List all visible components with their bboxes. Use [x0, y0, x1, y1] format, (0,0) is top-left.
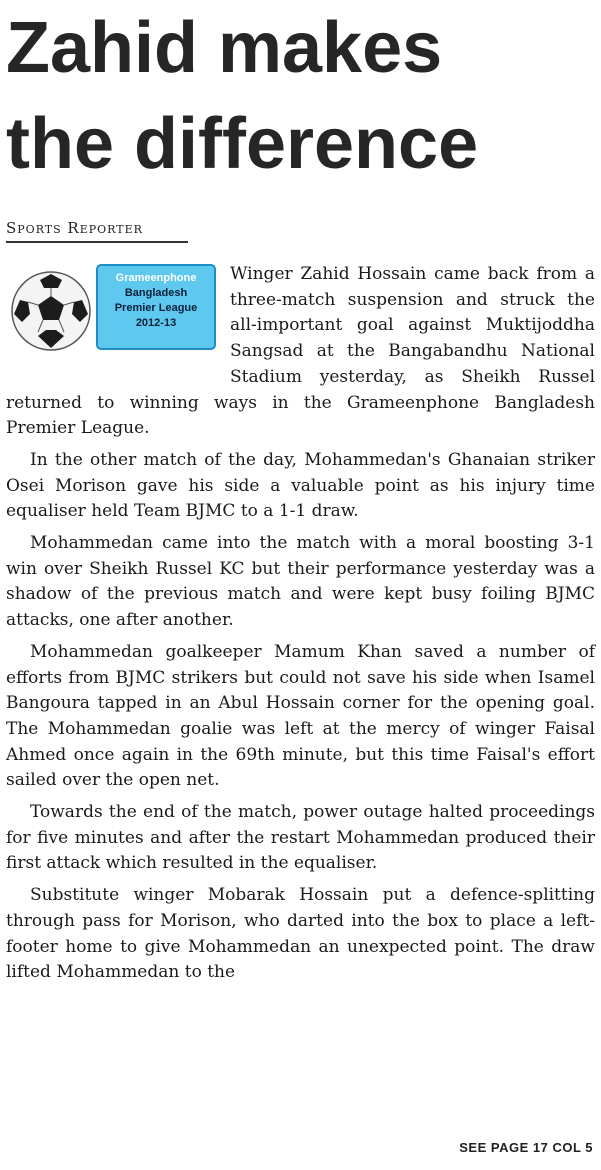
article-paragraph: In the other match of the day, Mohammedan's Ghanaian striker Osei Morison gave his side a valuable point as his injury time equaliser held Team BJMC to a 1-1 draw. [6, 449, 595, 522]
article-paragraph: Mohammedan goalkeeper Mamum Khan saved a number of efforts from BJMC strikers but could not save his side when Isamel Bangoura tapped in an Abul Hossain corner for the opening goal. The Mohammedan goalie was left at the mercy of winger Faisal Ahmed once again in the 69th minute, but this time Faisal's effort sailed over the open net. [6, 641, 595, 791]
article-body [6, 262, 595, 992]
headline-line-2: the difference [6, 104, 479, 184]
article-paragraph: Towards the end of the match, power outage halted proceedings for five minutes and after the restart Mohammedan produced their first attack which resulted in the equaliser. [6, 802, 595, 874]
continuation-note: SEE PAGE 17 COL 5 [459, 1140, 593, 1155]
headline [6, 0, 601, 192]
article-paragraph: Winger Zahid Hossain came back from a three-match suspension and struck the all-important goal against Muktijoddha Sangsad at the Bangabandhu National Stadium yesterday, as Sheikh Russel returned to winning ways in the Grameenphone Bangladesh Premier League. [6, 264, 595, 439]
badge-season: 2012-13 [135, 317, 177, 329]
article-paragraph: Substitute winger Mobarak Hossain put a defence-splitting through pass for Morison, who darted into the box to place a left-footer home to give Mohammedan an unexpected point. The draw lifted Mohammedan to the [6, 885, 595, 983]
headline-line-1: Zahid makes [6, 8, 443, 88]
byline: Sports Reporter [6, 219, 188, 243]
badge-league: Premier League [114, 302, 198, 314]
badge-country: Bangladesh [124, 287, 188, 299]
article-paragraph: Mohammedan came into the match with a moral boosting 3-1 win over Sheikh Russel KC but their performance yesterday was a shadow of the previous match and were kept busy foiling BJMC attacks, one after another. [6, 533, 595, 631]
badge-sponsor: Grameenphone [115, 272, 197, 284]
logo-spacer [6, 262, 230, 374]
